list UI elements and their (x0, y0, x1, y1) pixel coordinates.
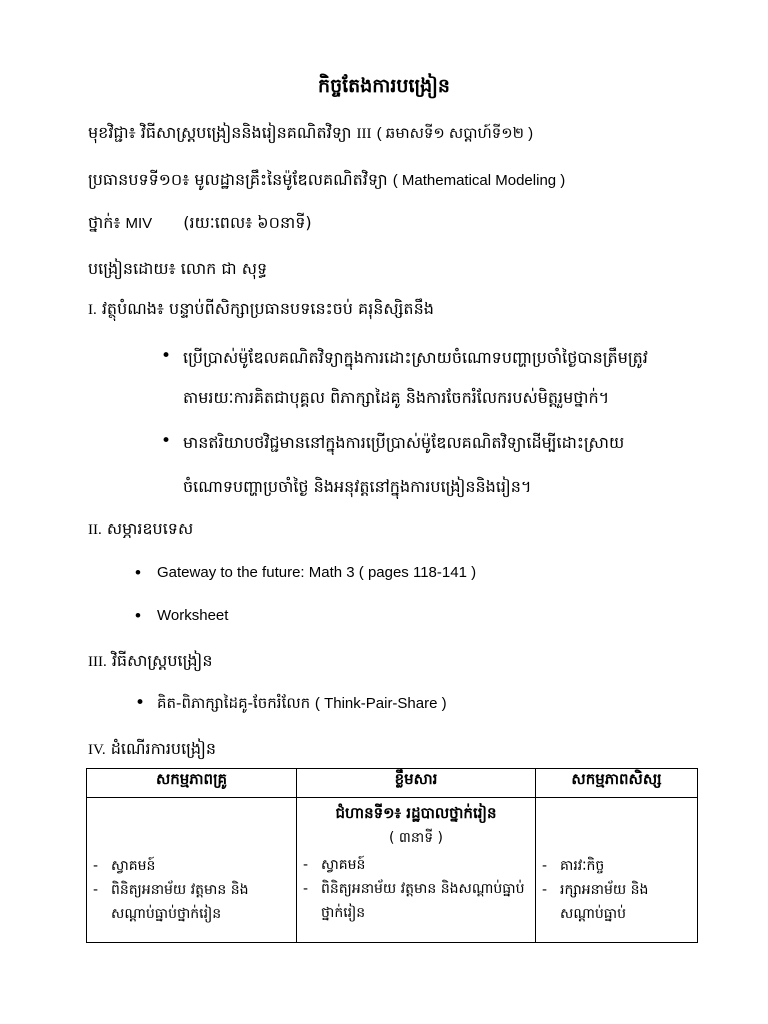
grade-label: ថ្នាក់៖ (88, 213, 121, 232)
material-2-text: Worksheet (157, 607, 229, 624)
section-objectives (88, 298, 434, 322)
objectives-number: I. (88, 302, 97, 318)
objective-1-line-1: ប្រើប្រាស់ម៉ូឌែលគណិតវិទ្យាក្នុងការដោះស្រាយចំណោទបញ្ហាប្រចាំថ្ងៃបានត្រឹមត្រូវ (183, 348, 648, 367)
list-item: - គារវៈកិច្ច (542, 854, 691, 878)
methods-number: III. (88, 654, 107, 670)
material-item-2 (157, 607, 228, 624)
topic-value: មូលដ្ឋានគ្រឹះនៃម៉ូឌែលគណិតវិទ្យា (194, 170, 388, 189)
section-methods (88, 650, 212, 674)
content-header: ខ្លឹមសារ (297, 769, 536, 798)
subject-line (88, 122, 533, 146)
procedure-table (86, 768, 698, 943)
teacher-activity-header: សកម្មភាពគ្រូ (87, 769, 297, 798)
stage-title: ជំហានទី១៖ រដ្ឋបាលថ្នាក់រៀន (335, 804, 497, 822)
list-item: - ស្វាគមន៍ (303, 853, 529, 877)
objective-2-line-2: ចំណោទបញ្ហាប្រចាំថ្ងៃ និងអនុវត្តនៅក្នុងការបង្រៀននិងរៀន។ (183, 477, 532, 496)
content-cell (297, 798, 536, 943)
subject-semester: ( ឆមាសទី១ សប្ដាហ៍ទី១២ ) (376, 125, 534, 142)
objective-1-line-2: តាមរយៈការគិតជាបុគ្គល ពិភាក្សាដៃគូ និងការចែករំលែករបស់មិត្តរួមថ្នាក់។ (183, 388, 610, 407)
section-materials (88, 518, 193, 542)
subject-label: មុខវិជ្ជា៖ (88, 123, 136, 142)
teacher-line (88, 258, 267, 282)
list-item: - ស្វាគមន៍ (93, 854, 290, 878)
materials-number: II. (88, 522, 102, 538)
list-item: - រក្សាអនាម័យ និងសណ្ដាប់ធ្នាប់ (542, 878, 691, 926)
student-activity-cell (536, 798, 698, 943)
objectives-heading: វត្ថុបំណង៖ បន្ទាប់ពីសិក្សាប្រធានបទនេះចប់ គរុនិស្សិតនឹង (101, 299, 434, 318)
materials-heading: សម្ភារឧបទេស (106, 519, 194, 538)
grade-line (88, 212, 312, 236)
subject-value: វិធីសាស្ត្របង្រៀននិងរៀនគណិតវិទ្យា (140, 123, 352, 142)
teacher-name: លោក ជា សុទ្ធ (180, 259, 268, 278)
topic-english: ( Mathematical Modeling ) (392, 172, 566, 189)
subject-level: III (356, 126, 372, 142)
student-activity-header: សកម្មភាពសិស្ស (536, 769, 698, 798)
document-title: កិច្ចតែងការបង្រៀន (318, 75, 450, 97)
procedure-number: IV. (88, 742, 106, 758)
methods-heading: វិធីសាស្ត្របង្រៀន (111, 651, 213, 670)
method-item-1 (157, 694, 447, 716)
grade-value: MIV (125, 215, 153, 232)
method-1-english: ( Think-Pair-Share ) (314, 695, 447, 712)
duration-value: (រយៈពេល៖ ៦០នាទី) (183, 213, 312, 232)
procedure-heading: ដំណើរការបង្រៀន (110, 739, 216, 758)
table-row (87, 798, 698, 943)
objective-2-line-1: មានឥរិយាបថវិជ្ជមាននៅក្នុងការប្រើប្រាស់ម៉ូឌែលគណិតវិទ្យាដើម្បីដោះស្រាយ (183, 433, 625, 452)
material-item-1 (157, 564, 476, 581)
topic-label: ប្រធានបទទី១០៖ (88, 170, 190, 189)
material-1-text: Gateway to the future: Math 3 ( pages 118-141 ) (157, 564, 477, 581)
stage-duration: ( ៣នាទី ) (388, 830, 443, 846)
list-item: - ពិនិត្យអនាម័យ វត្តមាន និងសណ្ដាប់ធ្នាប់ថ្នាក់រៀន (303, 877, 529, 925)
method-1-khmer: គិត-ពិភាក្សាដៃគូ-ចែករំលែក (157, 694, 311, 712)
teacher-label: បង្រៀនដោយ៖ (88, 259, 176, 278)
teacher-activity-cell (87, 798, 297, 943)
topic-line (88, 169, 565, 193)
section-procedure (88, 738, 216, 762)
table-header-row (87, 769, 698, 798)
list-item: - ពិនិត្យអនាម័យ វត្តមាន និងសណ្ដាប់ធ្នាប់ថ្នាក់រៀន (93, 878, 290, 926)
